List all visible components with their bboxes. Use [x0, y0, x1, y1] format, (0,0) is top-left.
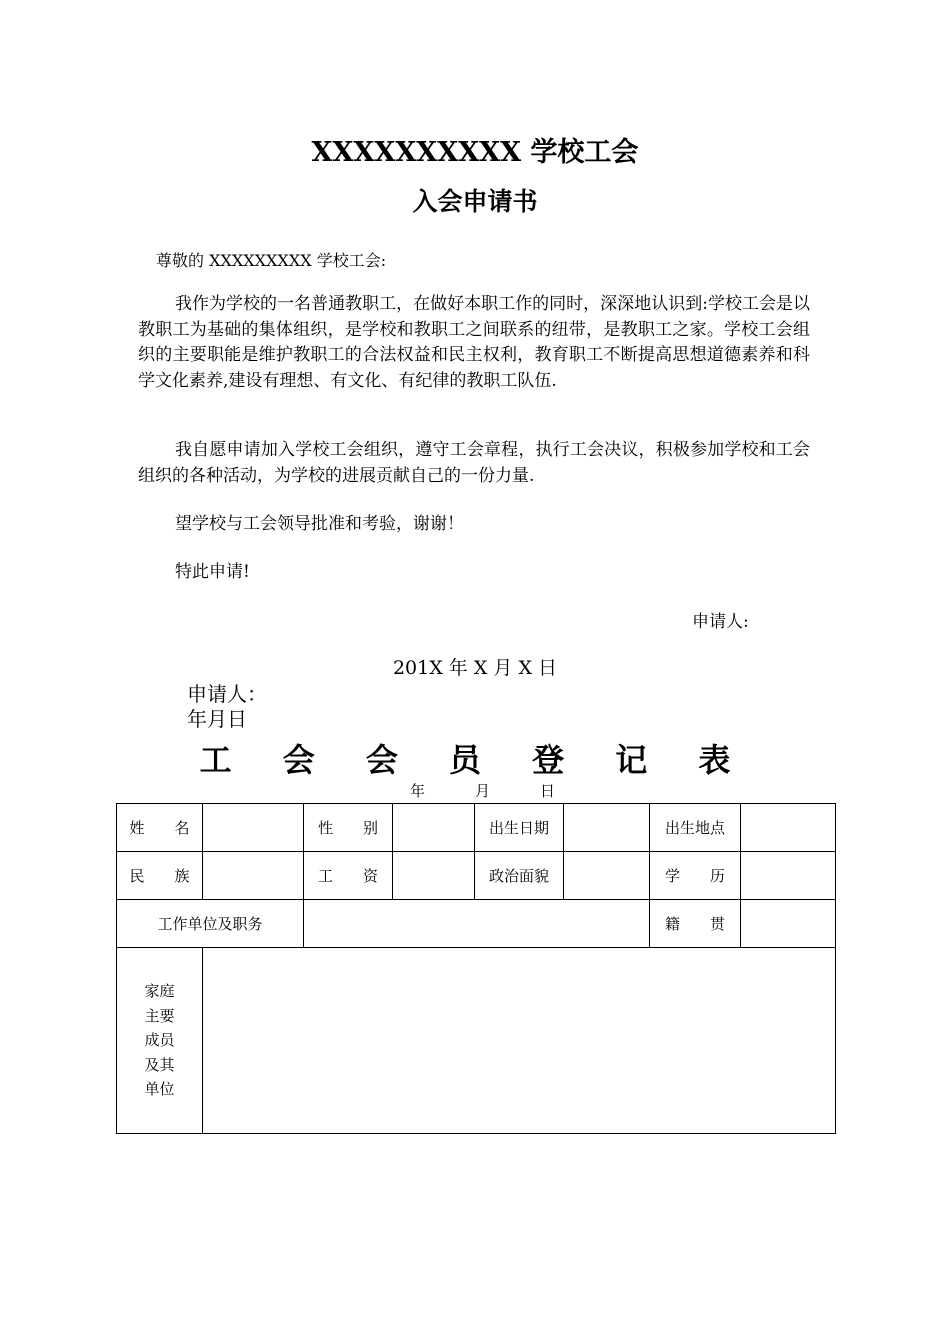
education-label: 学 历	[650, 852, 741, 900]
birthplace-field[interactable]	[741, 804, 836, 852]
salary-field[interactable]	[393, 852, 475, 900]
form-title: 工 会 会 员 登 记 表	[199, 741, 751, 779]
table-row	[117, 900, 836, 948]
birthplace-label: 出生地点	[650, 804, 741, 852]
form-date-day: 日	[540, 782, 556, 800]
paragraph-4: 特此申请!	[175, 562, 250, 582]
education-field[interactable]	[741, 852, 836, 900]
table-row	[117, 804, 836, 852]
letter-date: 201X 年 X 月 X 日	[392, 657, 558, 679]
family-label-cell	[117, 948, 203, 1134]
applicant-label: 申请人:	[692, 612, 749, 632]
ethnicity-field[interactable]	[203, 852, 304, 900]
form-date	[410, 780, 605, 801]
stray-applicant-label: 申请人：	[187, 682, 267, 706]
native-place-field[interactable]	[741, 900, 836, 948]
letter-title: XXXXXXXXXX 学校工会	[311, 137, 639, 168]
work-unit-label: 工作单位及职务	[117, 900, 304, 948]
salutation: 尊敬的 XXXXXXXXX 学校工会:	[156, 251, 387, 270]
political-status-label: 政治面貌	[475, 852, 564, 900]
stray-date-label: 年月日	[187, 707, 247, 731]
name-label: 姓 名	[117, 804, 203, 852]
form-date-year: 年	[410, 782, 426, 800]
table-row	[117, 948, 836, 1134]
salary-label: 工 资	[304, 852, 393, 900]
form-date-month: 月	[475, 782, 491, 800]
native-place-label: 籍 贯	[650, 900, 741, 948]
gender-field[interactable]	[393, 804, 475, 852]
name-field[interactable]	[203, 804, 304, 852]
family-field[interactable]	[203, 948, 836, 1134]
table-row	[117, 852, 836, 900]
political-status-field[interactable]	[564, 852, 650, 900]
birthdate-field[interactable]	[564, 804, 650, 852]
paragraph-2: 我自愿申请加入学校工会组织，遵守工会章程，执行工会决议，积极参加学校和工会组织的各种活动，为学校的进展贡献自己的一份力量.	[138, 440, 810, 486]
gender-label: 性 别	[304, 804, 393, 852]
paragraph-3: 望学校与工会领导批准和考验，谢谢！	[175, 514, 464, 534]
birthdate-label: 出生日期	[475, 804, 564, 852]
family-label: 家庭主要成员及其单位	[144, 982, 175, 1099]
registration-table	[116, 803, 836, 1134]
paragraph-1: 我作为学校的一名普通教职工，在做好本职工作的同时，深深地认识到:学校工会是以教职工为基础的集体组织，是学校和教职工之间联系的纽带，是教职工之家。学校工会组织的主要职能是维护教职工的合法权益和民主权利，教育职工不断提高思想道德素养和科学文化素养,建设有理想、有文化、有纪律的教职工队伍.	[138, 294, 810, 391]
letter-subtitle: 入会申请书	[412, 187, 538, 216]
ethnicity-label: 民 族	[117, 852, 203, 900]
work-unit-field[interactable]	[304, 900, 650, 948]
